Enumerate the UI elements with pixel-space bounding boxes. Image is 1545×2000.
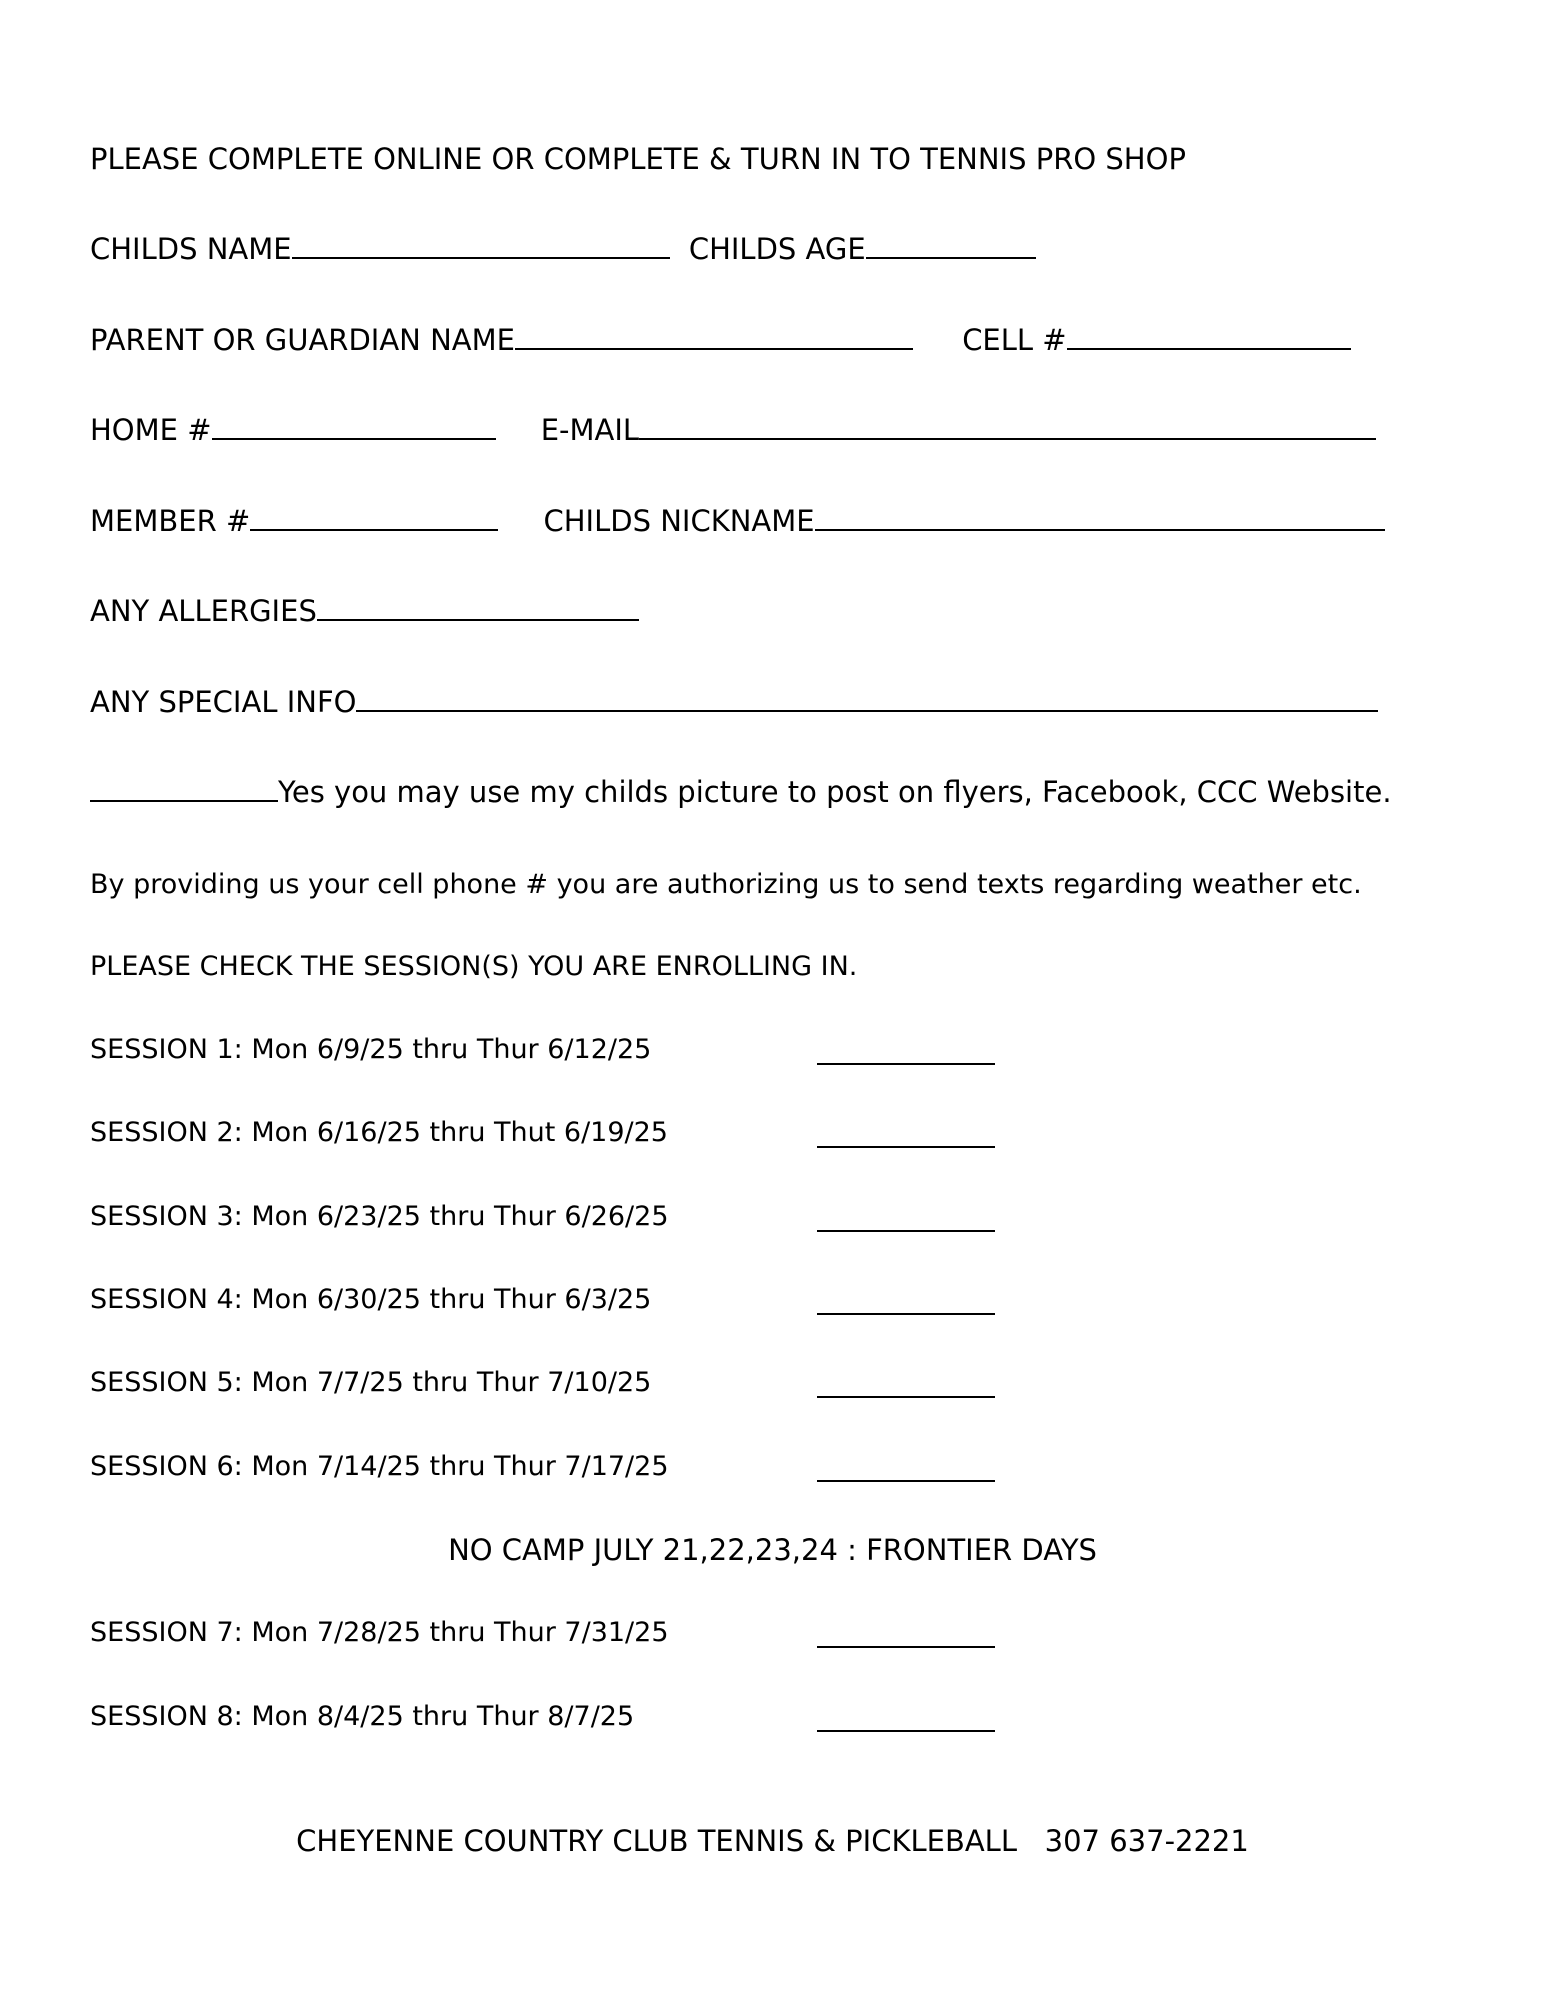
session-dates: Mon 8/4/25 thru Thur 8/7/25 (251, 1701, 635, 1732)
session-8-checkbox[interactable] (817, 1730, 995, 1732)
session-dates: Mon 7/14/25 thru Thur 7/17/25 (251, 1451, 669, 1482)
session-dates: Mon 7/28/25 thru Thur 7/31/25 (251, 1617, 669, 1648)
session-6-checkbox[interactable] (817, 1480, 995, 1482)
session-label: SESSION 2: (90, 1117, 243, 1148)
session-label: SESSION 1: (90, 1034, 243, 1065)
home-field[interactable] (212, 416, 496, 440)
session-2 (90, 1119, 668, 1146)
no-camp-notice: NO CAMP JULY 21,22,23,24 : FRONTIER DAYS (448, 1533, 1097, 1567)
session-4 (90, 1286, 651, 1313)
session-1-checkbox[interactable] (817, 1063, 995, 1065)
childs-age-label: CHILDS AGE (688, 232, 866, 266)
home-label: HOME # (90, 413, 212, 447)
footer-contact: CHEYENNE COUNTRY CLUB TENNIS & PICKLEBALL 307 637-2221 (296, 1824, 1249, 1858)
session-2-checkbox[interactable] (817, 1146, 995, 1148)
email-field[interactable] (639, 416, 1376, 440)
session-4-checkbox[interactable] (817, 1313, 995, 1315)
special-info-label: ANY SPECIAL INFO (90, 685, 357, 719)
member-row (90, 504, 1385, 538)
allergies-label: ANY ALLERGIES (90, 594, 317, 628)
session-7 (90, 1619, 669, 1646)
session-label: SESSION 6: (90, 1451, 243, 1482)
parent-row (90, 323, 1351, 357)
form-header: PLEASE COMPLETE ONLINE OR COMPLETE & TURN IN TO TENNIS PRO SHOP (90, 142, 1186, 176)
allergies-row (90, 594, 639, 628)
parent-name-label: PARENT OR GUARDIAN NAME (90, 323, 515, 357)
photo-consent-text: Yes you may use my childs picture to post on flyers, Facebook, CCC Website. (278, 775, 1392, 809)
cell-field[interactable] (1067, 326, 1351, 350)
member-label: MEMBER # (90, 504, 251, 538)
session-dates: Mon 7/7/25 thru Thur 7/10/25 (251, 1367, 652, 1398)
session-dates: Mon 6/30/25 thru Thur 6/3/25 (251, 1284, 652, 1315)
session-3 (90, 1203, 669, 1230)
session-dates: Mon 6/16/25 thru Thut 6/19/25 (251, 1117, 668, 1148)
member-field[interactable] (250, 507, 498, 531)
nickname-label: CHILDS NICKNAME (543, 504, 815, 538)
session-dates: Mon 6/23/25 thru Thur 6/26/25 (251, 1201, 669, 1232)
session-label: SESSION 7: (90, 1617, 243, 1648)
session-label: SESSION 8: (90, 1701, 243, 1732)
parent-name-field[interactable] (515, 326, 913, 350)
childs-name-label: CHILDS NAME (90, 232, 292, 266)
session-8 (90, 1703, 634, 1730)
session-6 (90, 1453, 669, 1480)
session-5 (90, 1369, 651, 1396)
childs-age-field[interactable] (866, 235, 1036, 259)
sessions-heading: PLEASE CHECK THE SESSION(S) YOU ARE ENROLLING IN. (90, 951, 858, 982)
email-label: E-MAIL (540, 413, 640, 447)
photo-consent-field[interactable] (90, 778, 278, 802)
nickname-field[interactable] (815, 507, 1385, 531)
session-5-checkbox[interactable] (817, 1396, 995, 1398)
text-consent: By providing us your cell phone # you are authorizing us to send texts regarding weather etc. (90, 869, 1362, 900)
session-3-checkbox[interactable] (817, 1230, 995, 1232)
session-1 (90, 1036, 651, 1063)
child-row (90, 232, 1036, 266)
contact-row (90, 413, 1376, 447)
session-label: SESSION 3: (90, 1201, 243, 1232)
allergies-field[interactable] (317, 597, 639, 621)
session-7-checkbox[interactable] (817, 1646, 995, 1648)
session-dates: Mon 6/9/25 thru Thur 6/12/25 (251, 1034, 652, 1065)
childs-name-field[interactable] (292, 235, 670, 259)
special-info-row (90, 685, 1378, 719)
cell-label: CELL # (962, 323, 1067, 357)
photo-consent-row (90, 775, 1392, 809)
session-label: SESSION 4: (90, 1284, 243, 1315)
special-info-field[interactable] (356, 688, 1378, 712)
session-label: SESSION 5: (90, 1367, 243, 1398)
